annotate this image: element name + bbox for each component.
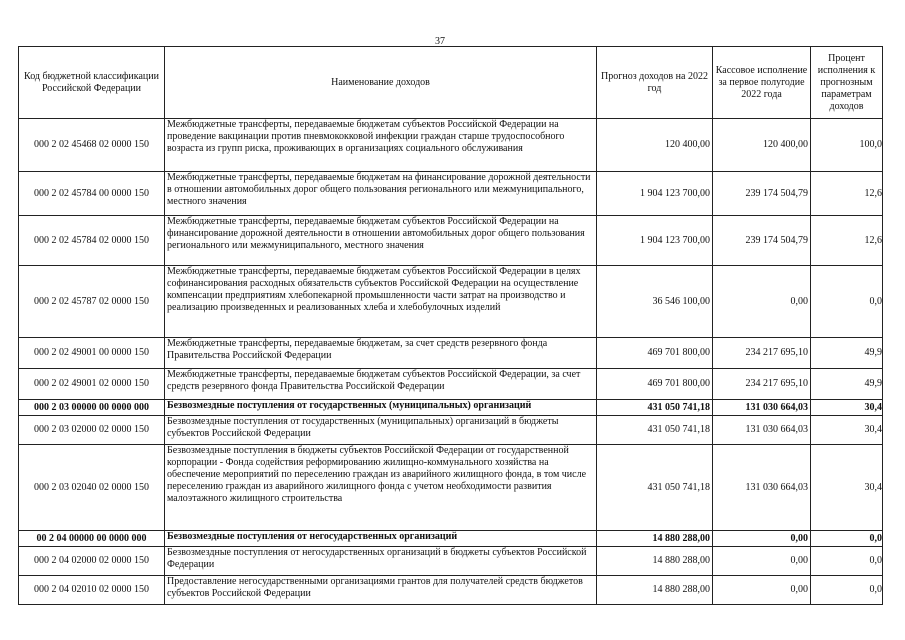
row-code: 000 2 02 45468 02 0000 150 (19, 119, 165, 172)
row-cash: 0,00 (713, 266, 811, 338)
row-forecast: 431 050 741,18 (597, 445, 713, 531)
row-forecast: 469 701 800,00 (597, 369, 713, 400)
row-cash: 0,00 (713, 547, 811, 576)
row-code: 00 2 04 00000 00 0000 000 (19, 531, 165, 547)
row-percent: 30,4 (811, 416, 883, 445)
table-row (19, 338, 883, 369)
row-cash: 131 030 664,03 (713, 445, 811, 531)
row-forecast: 14 880 288,00 (597, 547, 713, 576)
row-percent: 0,0 (811, 576, 883, 605)
row-name: Межбюджетные трансферты, передаваемые бюджетам субъектов Российской Федерации на финансирование дорожной деятельности в отношении автомобильных дорог общего пользования регионального или межмуниципального, местного значения (165, 216, 597, 266)
table-row (19, 416, 883, 445)
header-percent: Процент исполнения к прогнозным параметрам доходов (811, 47, 883, 119)
row-percent: 0,0 (811, 266, 883, 338)
row-name: Безвозмездные поступления в бюджеты субъектов Российской Федерации от государственной корпорации - Фонда содействия реформированию жилищно-коммунального хозяйства на обеспечение мероприятий по переселению граждан из аварийного жилищного фонда, в том числе переселению граждан из аварийного жилищного фонда с учетом необходимости развития малоэтажного жилищного строительства (165, 445, 597, 531)
row-cash: 239 174 504,79 (713, 216, 811, 266)
table-row (19, 119, 883, 172)
row-cash: 234 217 695,10 (713, 369, 811, 400)
table-row (19, 576, 883, 605)
table-row (19, 266, 883, 338)
row-code: 000 2 04 02010 02 0000 150 (19, 576, 165, 605)
row-code: 000 2 03 02000 02 0000 150 (19, 416, 165, 445)
table-row (19, 445, 883, 531)
row-percent: 49,9 (811, 338, 883, 369)
header-code: Код бюджетной классификации Российской Федерации (19, 47, 165, 119)
row-name: Безвозмездные поступления от негосударственных организаций (165, 531, 597, 547)
row-name: Межбюджетные трансферты, передаваемые бюджетам, за счет средств резервного фонда Правительства Российской Федерации (165, 338, 597, 369)
row-percent: 30,4 (811, 445, 883, 531)
header-forecast: Прогноз доходов на 2022 год (597, 47, 713, 119)
row-name: Межбюджетные трансферты, передаваемые бюджетам субъектов Российской Федерации на проведение вакцинации против пневмококковой инфекции граждан старше трудоспособного возраста из групп риска, проживающих в организациях социального обслуживания (165, 119, 597, 172)
row-code: 000 2 03 00000 00 0000 000 (19, 400, 165, 416)
row-code: 000 2 03 02040 02 0000 150 (19, 445, 165, 531)
row-code: 000 2 02 49001 02 0000 150 (19, 369, 165, 400)
page-number: 37 (435, 36, 445, 47)
row-cash: 120 400,00 (713, 119, 811, 172)
row-cash: 0,00 (713, 576, 811, 605)
row-name: Межбюджетные трансферты, передаваемые бюджетам на финансирование дорожной деятельности в отношении автомобильных дорог общего пользования регионального или межмуниципального, местного значения (165, 172, 597, 216)
table-row (19, 400, 883, 416)
row-name: Межбюджетные трансферты, передаваемые бюджетам субъектов Российской Федерации в целях софинансирования расходных обязательств субъектов Российской Федерации на осуществление компенсации предприятиям хлебопекарной промышленности части затрат на производство и реализацию произведенных и реализованных хлеба и хлебобулочных изделий (165, 266, 597, 338)
row-name: Безвозмездные поступления от государственных (муниципальных) организаций (165, 400, 597, 416)
row-code: 000 2 04 02000 02 0000 150 (19, 547, 165, 576)
row-forecast: 120 400,00 (597, 119, 713, 172)
row-cash: 131 030 664,03 (713, 400, 811, 416)
row-code: 000 2 02 45787 02 0000 150 (19, 266, 165, 338)
row-code: 000 2 02 45784 02 0000 150 (19, 216, 165, 266)
row-name: Предоставление негосударственными организациями грантов для получателей средств бюджетов субъектов Российской Федерации (165, 576, 597, 605)
table-row (19, 172, 883, 216)
table-row (19, 369, 883, 400)
header-cash: Кассовое исполнение за первое полугодие 2022 года (713, 47, 811, 119)
row-cash: 239 174 504,79 (713, 172, 811, 216)
row-cash: 0,00 (713, 531, 811, 547)
row-code: 000 2 02 49001 00 0000 150 (19, 338, 165, 369)
income-table (18, 46, 883, 605)
row-percent: 12,6 (811, 172, 883, 216)
row-cash: 131 030 664,03 (713, 416, 811, 445)
table-header-row (19, 47, 883, 119)
row-name: Безвозмездные поступления от негосударственных организаций в бюджеты субъектов Российской Федерации (165, 547, 597, 576)
row-forecast: 1 904 123 700,00 (597, 216, 713, 266)
row-percent: 12,6 (811, 216, 883, 266)
table-row (19, 531, 883, 547)
row-forecast: 431 050 741,18 (597, 400, 713, 416)
row-name: Безвозмездные поступления от государственных (муниципальных) организаций в бюджеты субъектов Российской Федерации (165, 416, 597, 445)
row-forecast: 14 880 288,00 (597, 531, 713, 547)
header-name: Наименование доходов (165, 47, 597, 119)
row-name: Межбюджетные трансферты, передаваемые бюджетам субъектов Российской Федерации, за счет средств резервного фонда Правительства Российской Федерации (165, 369, 597, 400)
row-cash: 234 217 695,10 (713, 338, 811, 369)
row-percent: 100,0 (811, 119, 883, 172)
row-forecast: 14 880 288,00 (597, 576, 713, 605)
row-forecast: 469 701 800,00 (597, 338, 713, 369)
table-row (19, 547, 883, 576)
row-forecast: 36 546 100,00 (597, 266, 713, 338)
row-percent: 0,0 (811, 547, 883, 576)
row-percent: 49,9 (811, 369, 883, 400)
table-row (19, 216, 883, 266)
row-code: 000 2 02 45784 00 0000 150 (19, 172, 165, 216)
row-percent: 0,0 (811, 531, 883, 547)
table-body (19, 119, 883, 605)
row-percent: 30,4 (811, 400, 883, 416)
row-forecast: 1 904 123 700,00 (597, 172, 713, 216)
row-forecast: 431 050 741,18 (597, 416, 713, 445)
